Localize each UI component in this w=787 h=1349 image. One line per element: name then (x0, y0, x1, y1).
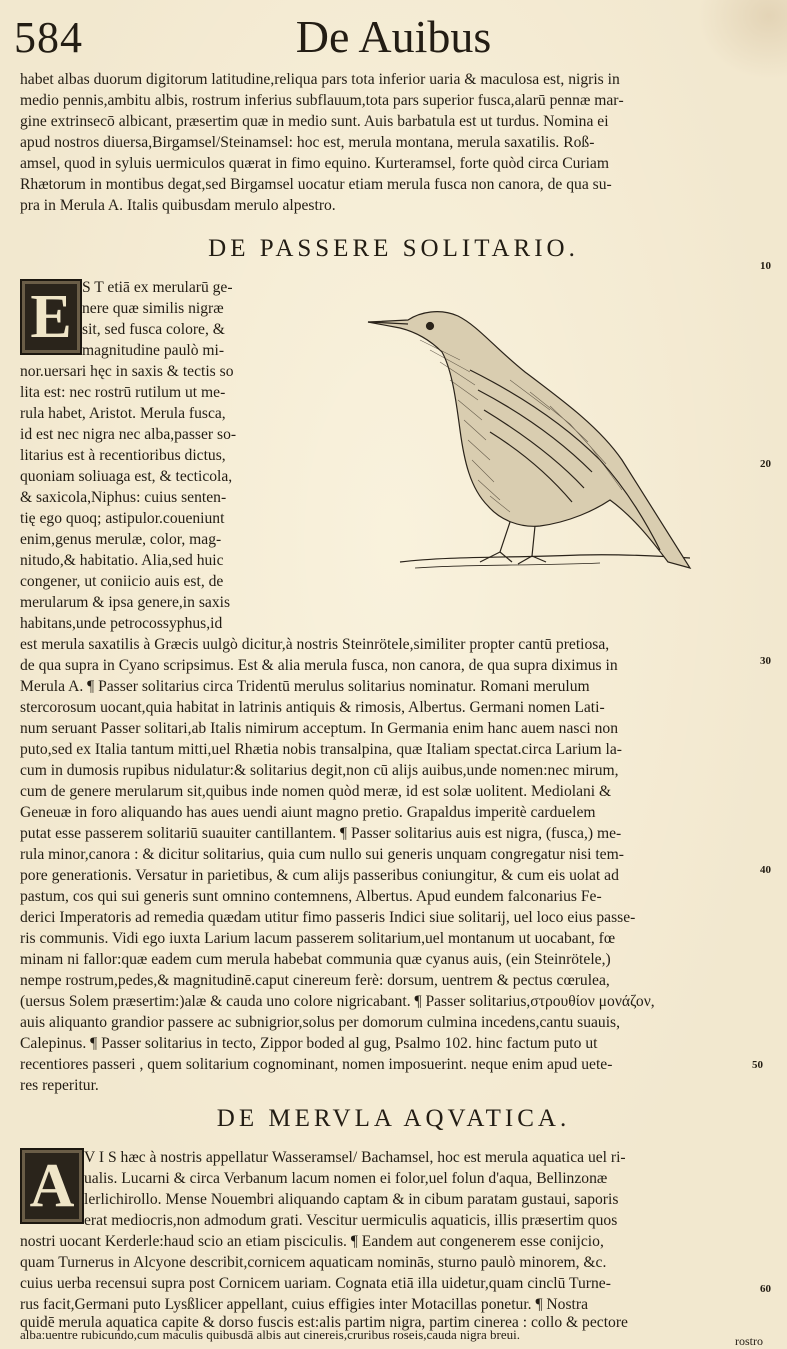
margin-line-number: 10 (760, 260, 771, 272)
section1-line: Geneuæ in foro aliquando has aues uendi aiunt magno pretio. Grapaldus imperitè carduelem (20, 804, 596, 821)
section2-line: ualis. Lucarni & circa Verbanum lacum nomen ei folor,uel folun d'aqua, Bellinzonæ (84, 1170, 608, 1187)
section1-line: cum de genere merularum sit,quibus inde nomen quòd meræ, id est solæ uolitent. Mediolani & (20, 783, 612, 800)
intro-line: gine extrinsecō albicant, præsertim quæ in medio sunt. Auis barbatula est ut turdus. Nomina ei (20, 113, 609, 130)
section2-line: nostri uocant Kerderle:haud scio an etiam pisciculis. ¶ Eandem aut congenerem esse conijcio, (20, 1233, 604, 1250)
section1-line: est merula saxatilis à Græcis uulgò dicitur,à nostris Steinrötele,similiter propter cantū pretiosa, (20, 636, 610, 653)
section1-narrow-line: quoniam soliuaga est, & tecticola, (20, 468, 233, 485)
section1-line: pore generationis. Versatur in parietibus, & cum alijs passeribus coniungitur, & cum eis uolat ad (20, 867, 619, 884)
section1-line: auis aliquanto grandior passere ac subnigrior,solus per domorum culmina incedens,cantu suauis, (20, 1014, 621, 1031)
intro-line: Rhætorum in montibus degat,sed Birgamsel uocatur etiam merula fusca non canora, de qua su‑ (20, 176, 612, 193)
section1-narrow-line: nitudo,& habitatio. Alia,sed huic (20, 552, 224, 569)
section2-line: lerlichirollo. Mense Nouembri aliquando captam & in cibum paratam gustaui, saporis (84, 1191, 619, 1208)
intro-line: habet albas duorum digitorum latitudine,reliqua pars tota inferior uaria & maculosa est, nigris in (20, 71, 620, 88)
section2-line: alba:uentre rubicundo,cum maculis quibusdā albis aut cinereis,cruribus roseis,cauda nigra breui. (20, 1328, 520, 1342)
section1-line: cum in dumosis rupibus nidulatur:& solitarius degit,non cū alijs auibus,unde nomen:nec mirum, (20, 762, 619, 779)
section1-line: Calepinus. ¶ Passer solitarius in tecto, Zippor boded al gug, Psalmo 102. hinc factum puto ut (20, 1035, 598, 1052)
margin-line-number: 30 (760, 655, 771, 667)
section1-line: recentiores passeri , quem solitarium cognominant, nomen imposuerint. neque enim apud uete‑ (20, 1056, 613, 1073)
margin-line-number: 20 (760, 458, 771, 470)
intro-line: amsel, quod in syluis uermiculos quærat in fimo equino. Kurteramsel, forte quòd circa Curiam (20, 155, 609, 172)
section1-narrow-line: rula habet, Aristot. Merula fusca, (20, 405, 226, 422)
section2-line: rostro (735, 1335, 763, 1348)
section1-line: de qua supra in Cyano scripsimus. Est & alia merula fusca, non canora, de qua supra diximus in (20, 657, 618, 674)
section1-narrow-line: S T etiā ex merularū ge‑ (82, 279, 233, 296)
section1-line: nempe rostrum,pedes,& magnitudinē.caput cinereum ferè: dorsum, uentrem & pectus cœrulea, (20, 972, 610, 989)
section1-narrow-line: tię ego quoq; astipulor.coueniunt (20, 510, 225, 527)
section1-narrow-line: lita est: nec rostrū rutilum ut me‑ (20, 384, 226, 401)
section2-line: cuius uerba recensui supra post Cornicem uariam. Cognata etiā illa uidetur,quam cinclū Turne‑ (20, 1275, 611, 1292)
margin-line-number: 60 (760, 1283, 771, 1295)
margin-line-number: 40 (760, 864, 771, 876)
woodcut-bird-illustration (360, 300, 700, 590)
section1-line: Merula A. ¶ Passer solitarius circa Tridentū merulus solitarius nominatur. Romani merulum (20, 678, 590, 695)
page-number: 584 (14, 13, 83, 62)
section1-narrow-line: magnitudine paulò mi‑ (82, 342, 225, 359)
section2-line: quam Turnerus in Alcyone describit,cornicem aquaticam nominās, sturno paulò minorem, &c. (20, 1254, 607, 1271)
intro-line: pra in Merula A. Italis quibusdam merulo alpestro. (20, 197, 336, 214)
dropcap-a: A (20, 1148, 84, 1224)
section1-narrow-line: sit, sed fusca colore, & (82, 321, 225, 338)
section1-line: puto,sed ex Italia tantum mitti,uel Rhætia nobis transalpina, quæ Italiam spectat.circa Larium la‑ (20, 741, 622, 758)
running-title: De Auibus (295, 11, 492, 62)
section1-narrow-line: id est nec nigra nec alba,passer so‑ (20, 426, 237, 443)
section1-line: pastum, cos qui sui generis sunt omnino contemnens, Albertus. Apud eundem falconarius Fe‑ (20, 888, 602, 905)
section1-narrow-line: habitans,unde petrocossyphus,id (20, 615, 223, 632)
section1-narrow-line: litarius est à recentioribus dictus, (20, 447, 226, 464)
section1-narrow-line: nor.uersari hęc in saxis & tectis so (20, 363, 234, 380)
section1-narrow-line: congener, ut coniicio auis est, de (20, 573, 224, 590)
section-heading-passer-solitarius: DE PASSERE SOLITARIO. (208, 235, 579, 262)
dropcap-e: E (20, 279, 82, 355)
section2-line: V I S hæc à nostris appellatur Wasseramsel/ Bachamsel, hoc est merula aquatica uel ri‑ (84, 1149, 626, 1166)
section2-line: erat mediocris,non admodum grati. Vescitur uermiculis aquaticis, illis præsertim quos (84, 1212, 618, 1229)
section1-line: stercorosum uocant,quia habitat in latrinis antiquis & rimosis, Albertus. Germani nomen Lati‑ (20, 699, 605, 716)
section-heading-merula-aquatica: DE MERVLA AQVATICA. (216, 1105, 571, 1132)
section1-line: rula minor,canora : & dicitur solitarius, quia cum nullo sui generis unquam congregatur nisi tem‑ (20, 846, 624, 863)
section2-line: rus facit,Germani puto Lysßlicer appellant, cuius effigies inter Motacillas ponetur. ¶ Nostra (20, 1296, 588, 1313)
intro-line: medio pennis,ambitu albis, rostrum inferius subflauum,tota pars superior fusca,alarū pennæ mar‑ (20, 92, 624, 109)
section1-narrow-line: enim,genus merulæ, color, mag‑ (20, 531, 222, 548)
section2-line: quidē merula aquatica capite & dorso fuscis est:alis partim nigra, partim cinerea : collo & pectore (20, 1314, 628, 1331)
section1-line: ris communis. Vidi ego iuxta Larium lacum passerem solitarium,uel montanum ut uocabant, fœ (20, 930, 616, 947)
section1-line: derici Imperatoris ad remedia quædam utitur fimo passeris Indici siue solitarij, uel loco eius passe‑ (20, 909, 636, 926)
section1-line: (uersus Solem præsertim:)alæ & cauda uno colore nigricabant. ¶ Passer solitarius,στρουθίον μονάζον, (20, 993, 655, 1010)
section1-line: num seruant Passer solitari,ab Italis nimirum acceptum. In Germania enim hanc auem nasci non (20, 720, 619, 737)
section1-narrow-line: merularum & ipsa genere,in saxis (20, 594, 231, 611)
margin-line-number: 50 (752, 1059, 763, 1071)
section1-line: minam ni fallor:quæ eadem cum merula habebat communia quæ cyanus auis, (ein Steinrötele,) (20, 951, 611, 968)
section1-narrow-line: & saxicola,Niphus: cuius senten‑ (20, 489, 227, 506)
section1-narrow-line: nere quæ similis nigræ (82, 300, 224, 317)
section1-line: res reperitur. (20, 1077, 99, 1094)
section1-line: putat esse passerem solitariū suauiter cantillantem. ¶ Passer solitarius auis est nigra, (fusca,) me‑ (20, 825, 622, 842)
intro-line: apud nostros diuersa,Birgamsel/Steinamsel: hoc est, merula montana, merula saxatilis. Roß‑ (20, 134, 595, 151)
